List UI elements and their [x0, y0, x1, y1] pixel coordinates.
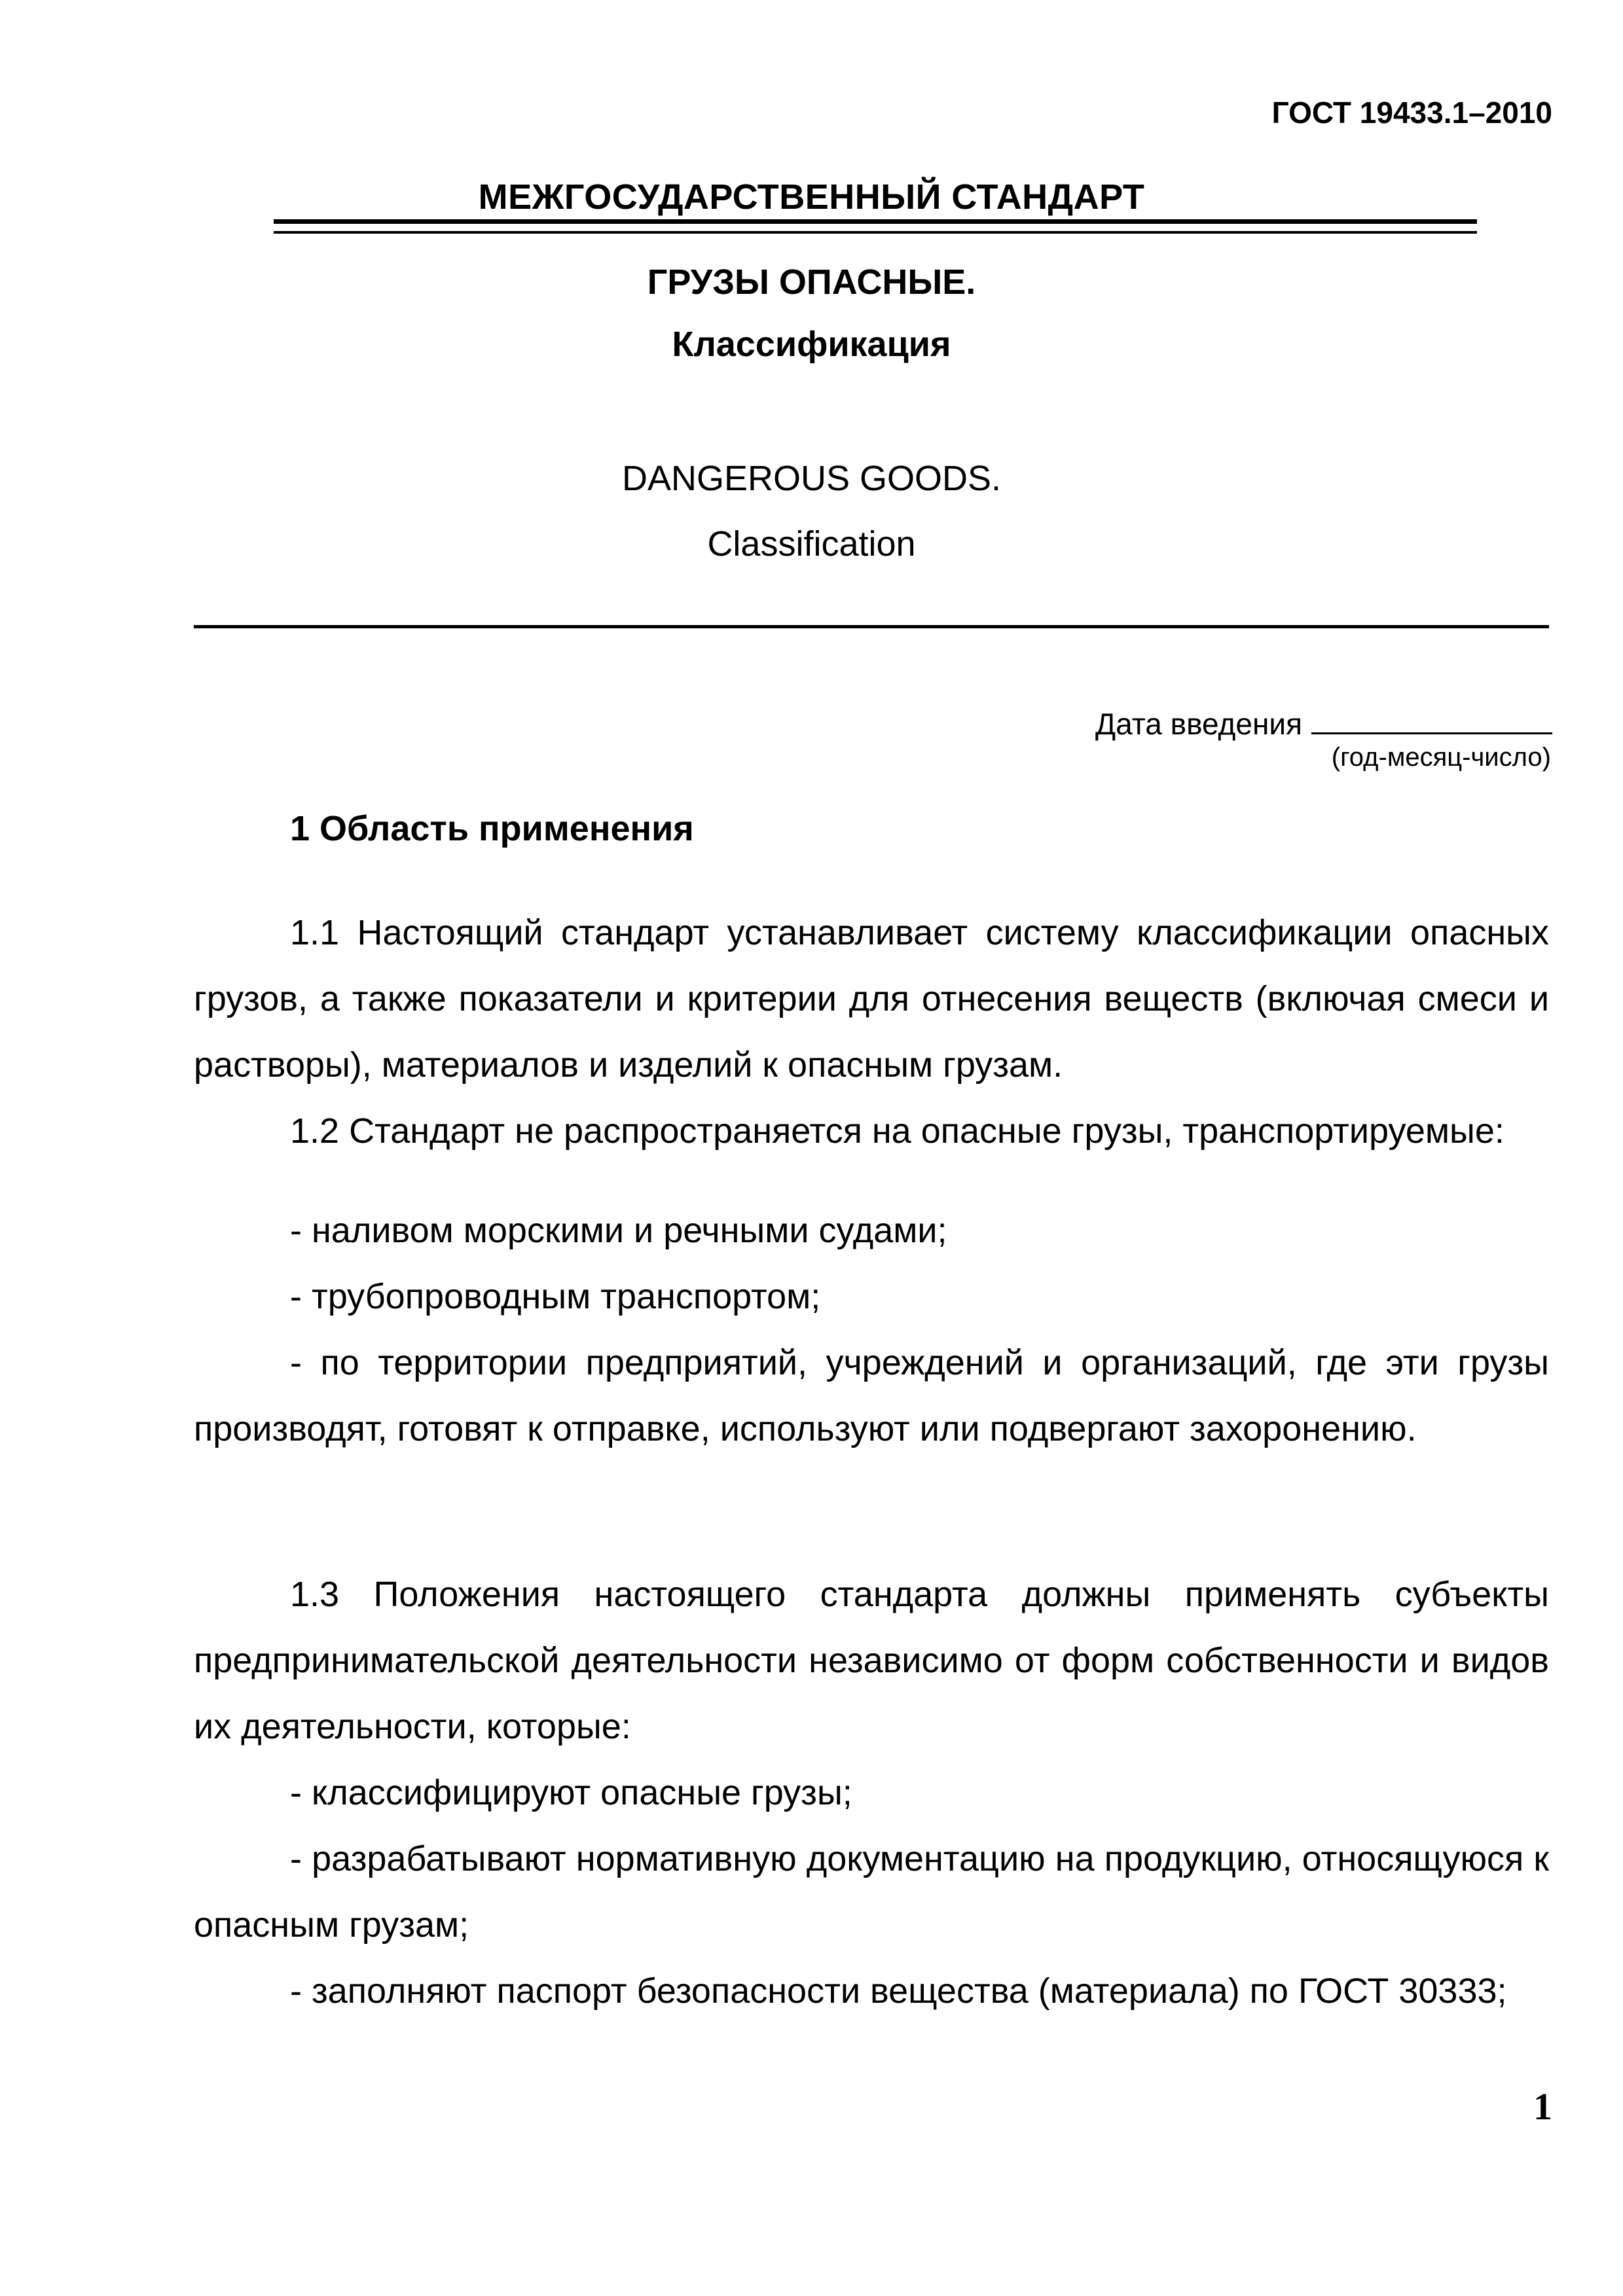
title-en: DANGEROUS GOODS.	[621, 459, 1002, 498]
introduction-date-label: Дата введения	[1095, 707, 1302, 741]
section-heading: 1 Область применения	[290, 809, 694, 848]
title-ru: ГРУЗЫ ОПАСНЫЕ.	[647, 262, 976, 302]
subtitle-ru: Классификация	[672, 325, 951, 364]
list-item: - разрабатывают нормативную документацию на продукцию, относящуюся к опасным грузам;	[194, 1839, 1549, 1945]
title-rule-thin	[274, 231, 1477, 234]
introduction-date	[1095, 704, 1552, 742]
paragraph-1-1: 1.1 Настоящий стандарт устанавливает систему классификации опасных грузов, а также показатели и критерии для отнесения веществ (включая смеси и растворы), материалов и изделий к опасным грузам.	[194, 913, 1549, 1085]
subtitle-en: Classification	[707, 524, 916, 564]
standard-type-heading: МЕЖГОСУДАРСТВЕННЫЙ СТАНДАРТ	[478, 177, 1145, 217]
list-item: - трубопроводным транспортом;	[290, 1277, 821, 1316]
list-item: - заполняют паспорт безопасности вещества (материала) по ГОСТ 30333;	[290, 1971, 1507, 2011]
page-number: 1	[1533, 2085, 1552, 2128]
list-item: - классифицируют опасные грузы;	[290, 1773, 852, 1812]
title-block-divider	[194, 625, 1549, 628]
paragraph-1-2: 1.2 Стандарт не распространяется на опасные грузы, транспортируемые:	[290, 1111, 1504, 1151]
paragraph-1-3: 1.3 Положения настоящего стандарта должны применять субъекты предпринимательской деятельности независимо от форм собственности и видов их деятельности, которые:	[194, 1575, 1549, 1746]
title-rule-thick	[274, 219, 1477, 224]
document-code: ГОСТ 19433.1–2010	[1271, 96, 1552, 130]
introduction-date-hint: (год-месяц-число)	[1331, 743, 1551, 772]
introduction-date-blank	[1311, 704, 1552, 734]
list-item: - по территории предприятий, учреждений и организаций, где эти грузы производят, готовят к отправке, используют или подвергают захоронению.	[194, 1343, 1549, 1448]
list-item: - наливом морскими и речными судами;	[290, 1211, 947, 1250]
